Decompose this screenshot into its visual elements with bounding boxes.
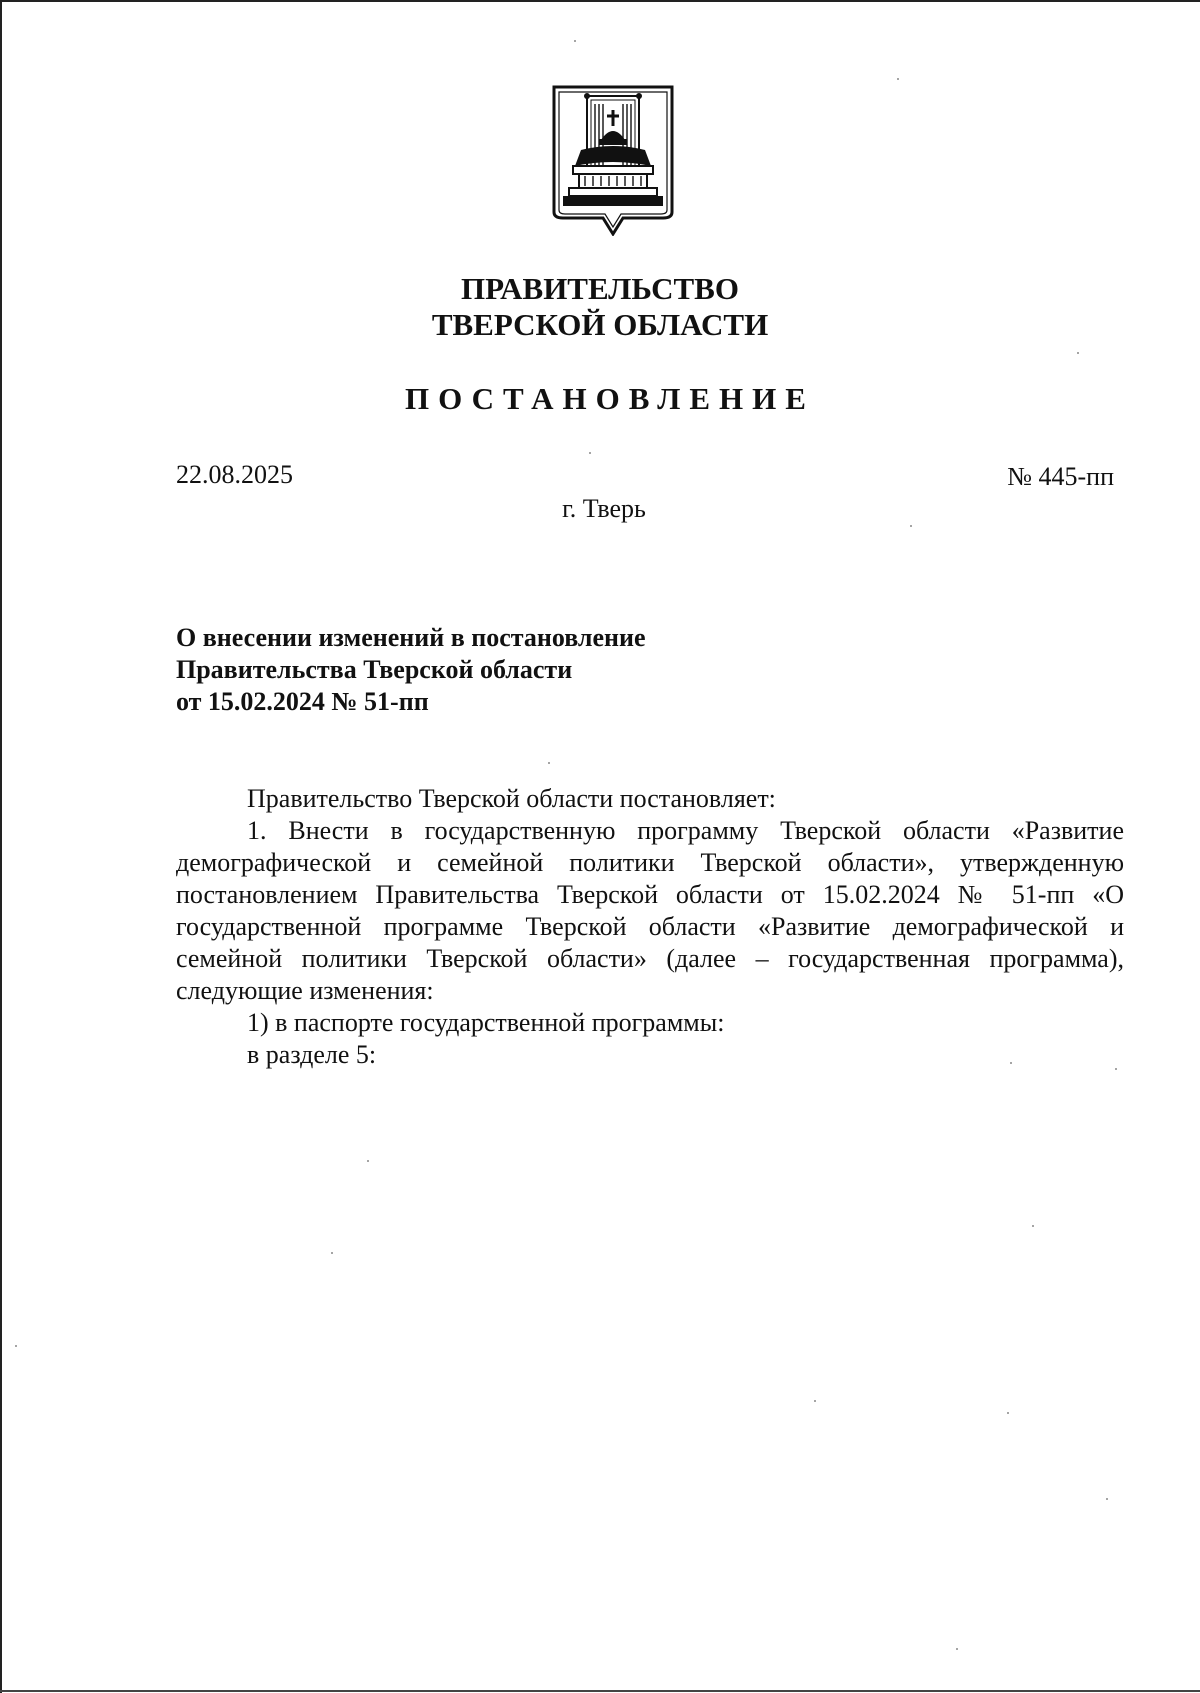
scan-speck [897,78,899,80]
document-city: г. Тверь [562,494,646,523]
scan-speck [1077,352,1079,354]
scan-speck [1106,1498,1108,1500]
government-title-line1: ПРАВИТЕЛЬСТВО [461,271,739,306]
subject-line: от 15.02.2024 № 51-пп [176,687,429,716]
scan-speck [15,1345,17,1347]
subject-line: Правительства Тверской области [176,655,573,684]
scan-border-bottom [0,1690,1200,1692]
scan-speck [1032,1225,1034,1227]
scan-speck [574,40,576,42]
document-date: 22.08.2025 [176,460,293,489]
scan-speck [548,762,550,764]
tver-coat-of-arms-icon [551,84,675,236]
document-subject [176,622,646,718]
scan-speck [814,1400,816,1402]
scan-speck [1010,1062,1012,1064]
scan-border-top [0,0,1200,2]
document-type-title: ПОСТАНОВЛЕНИЕ [405,381,815,416]
scan-speck [956,1648,958,1650]
scan-speck [367,1160,369,1162]
body-subitem-1: 1) в паспорте государственной программы: [247,1008,725,1037]
body-intro: Правительство Тверской области постановляет: [247,784,776,813]
scan-speck [910,525,912,527]
body-item-1: 1. Внести в государственную программу Тверской области «Развитие демографической и семейной политики Тверской области», утвержденную постановлением Правительства Тверской области от 15.02.2024 № 51-пп «О государственной программе Тверской области «Развитие демографической и семейной политики Тверской области» (далее – государственная программа), следующие изменения: [176,816,1124,1005]
subject-line: О внесении изменений в постановление [176,623,646,652]
scan-border-left [0,0,2,1693]
scan-speck [589,452,591,454]
scan-speck [1007,1412,1009,1414]
body-subitem-2: в разделе 5: [247,1040,377,1069]
document-number: № 445-пп [1007,462,1114,491]
scan-speck [1115,1068,1117,1070]
scan-speck [331,1252,333,1254]
document-body [176,783,1124,1071]
government-title-line2: ТВЕРСКОЙ ОБЛАСТИ [431,307,769,342]
